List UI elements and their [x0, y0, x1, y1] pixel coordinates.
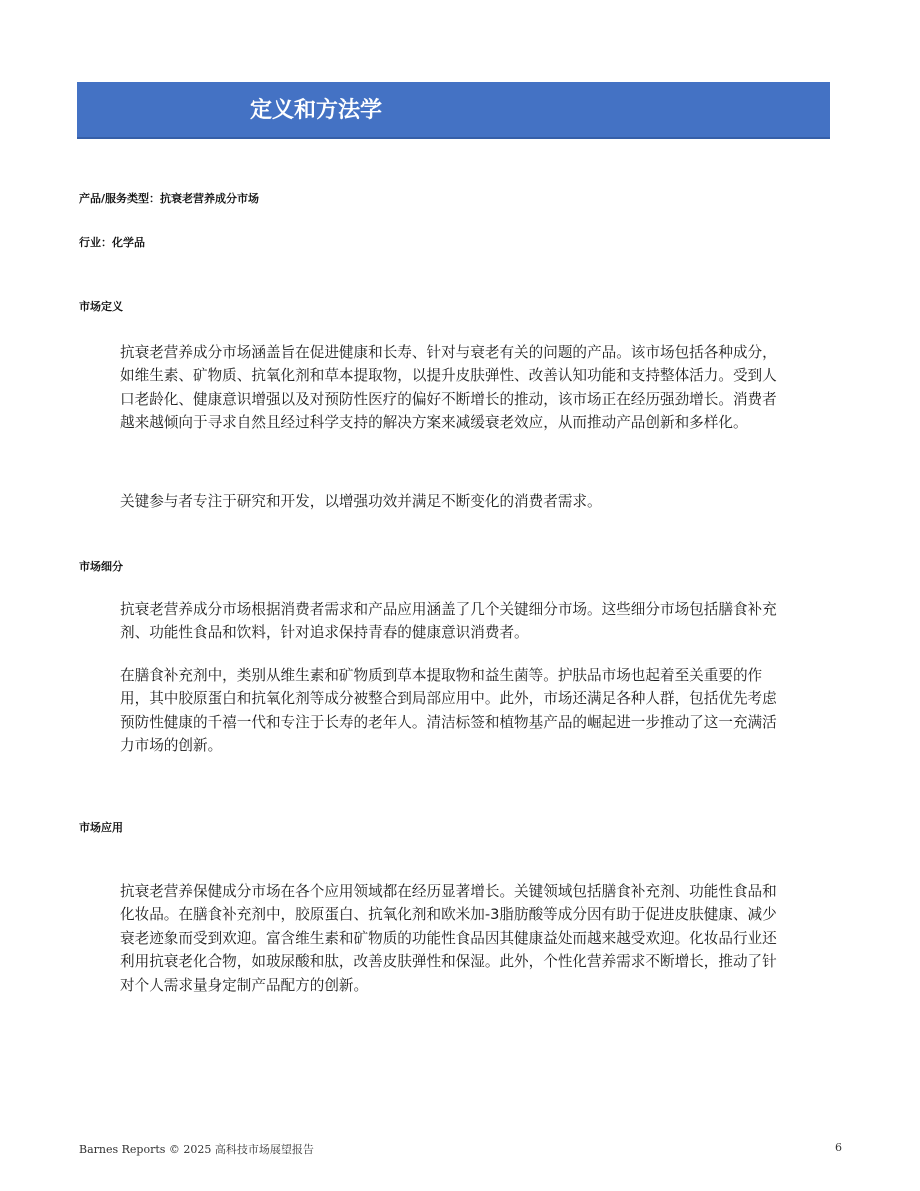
- footer-copyright: Barnes Reports © 2025 高科技市场展望报告: [79, 1143, 314, 1156]
- section-heading-definition: 市场定义: [79, 300, 123, 313]
- definition-paragraph-1: 抗衰老营养成分市场涵盖旨在促进健康和长寿、针对与衰老有关的问题的产品。该市场包括各种成分，如维生素、矿物质、抗氧化剂和草本提取物，以提升皮肤弹性、改善认知功能和支持整体活力。受到人口老龄化、健康意识增强以及对预防性医疗的偏好不断增长的推动，该市场正在经历强劲增长。消费者越来越倾向于寻求自然且经过科学支持的解决方案来减缓衰老效应，从而推动产品创新和多样化。: [120, 344, 777, 432]
- segmentation-paragraph-1: 抗衰老营养成分市场根据消费者需求和产品应用涵盖了几个关键细分市场。这些细分市场包括膳食补充剂、功能性食品和饮料，针对追求保持青春的健康意识消费者。: [120, 601, 777, 642]
- page-number: 6: [835, 1141, 842, 1154]
- section-heading-application: 市场应用: [79, 821, 123, 834]
- segmentation-paragraph-2: 在膳食补充剂中，类别从维生素和矿物质到草本提取物和益生菌等。护肤品市场也起着至关重要的作用，其中胶原蛋白和抗氧化剂等成分被整合到局部应用中。此外，市场还满足各种人群，包括优先考虑预防性健康的千禧一代和专注于长寿的老年人。清洁标签和植物基产品的崛起进一步推动了这一充满活力市场的创新。: [120, 667, 777, 755]
- section-heading-segmentation: 市场细分: [79, 560, 123, 573]
- product-type-line: 产品/服务类型：抗衰老营养成分市场: [79, 192, 260, 205]
- title-banner: [77, 82, 830, 139]
- page-title: 定义和方法学: [250, 98, 383, 123]
- industry-line: 行业：化学品: [79, 236, 145, 249]
- definition-paragraph-2: 关键参与者专注于研究和开发，以增强功效并满足不断变化的消费者需求。: [120, 493, 602, 510]
- application-paragraph-1: 抗衰老营养保健成分市场在各个应用领域都在经历显著增长。关键领域包括膳食补充剂、功能性食品和化妆品。在膳食补充剂中，胶原蛋白、抗氧化剂和欧米加-3脂肪酸等成分因有助于促进皮肤健康、减少衰老迹象而受到欢迎。富含维生素和矿物质的功能性食品因其健康益处而越来越受欢迎。化妆品行业还利用抗衰老化合物，如玻尿酸和肽，改善皮肤弹性和保湿。此外，个性化营养需求不断增长，推动了针对个人需求量身定制产品配方的创新。: [120, 883, 777, 994]
